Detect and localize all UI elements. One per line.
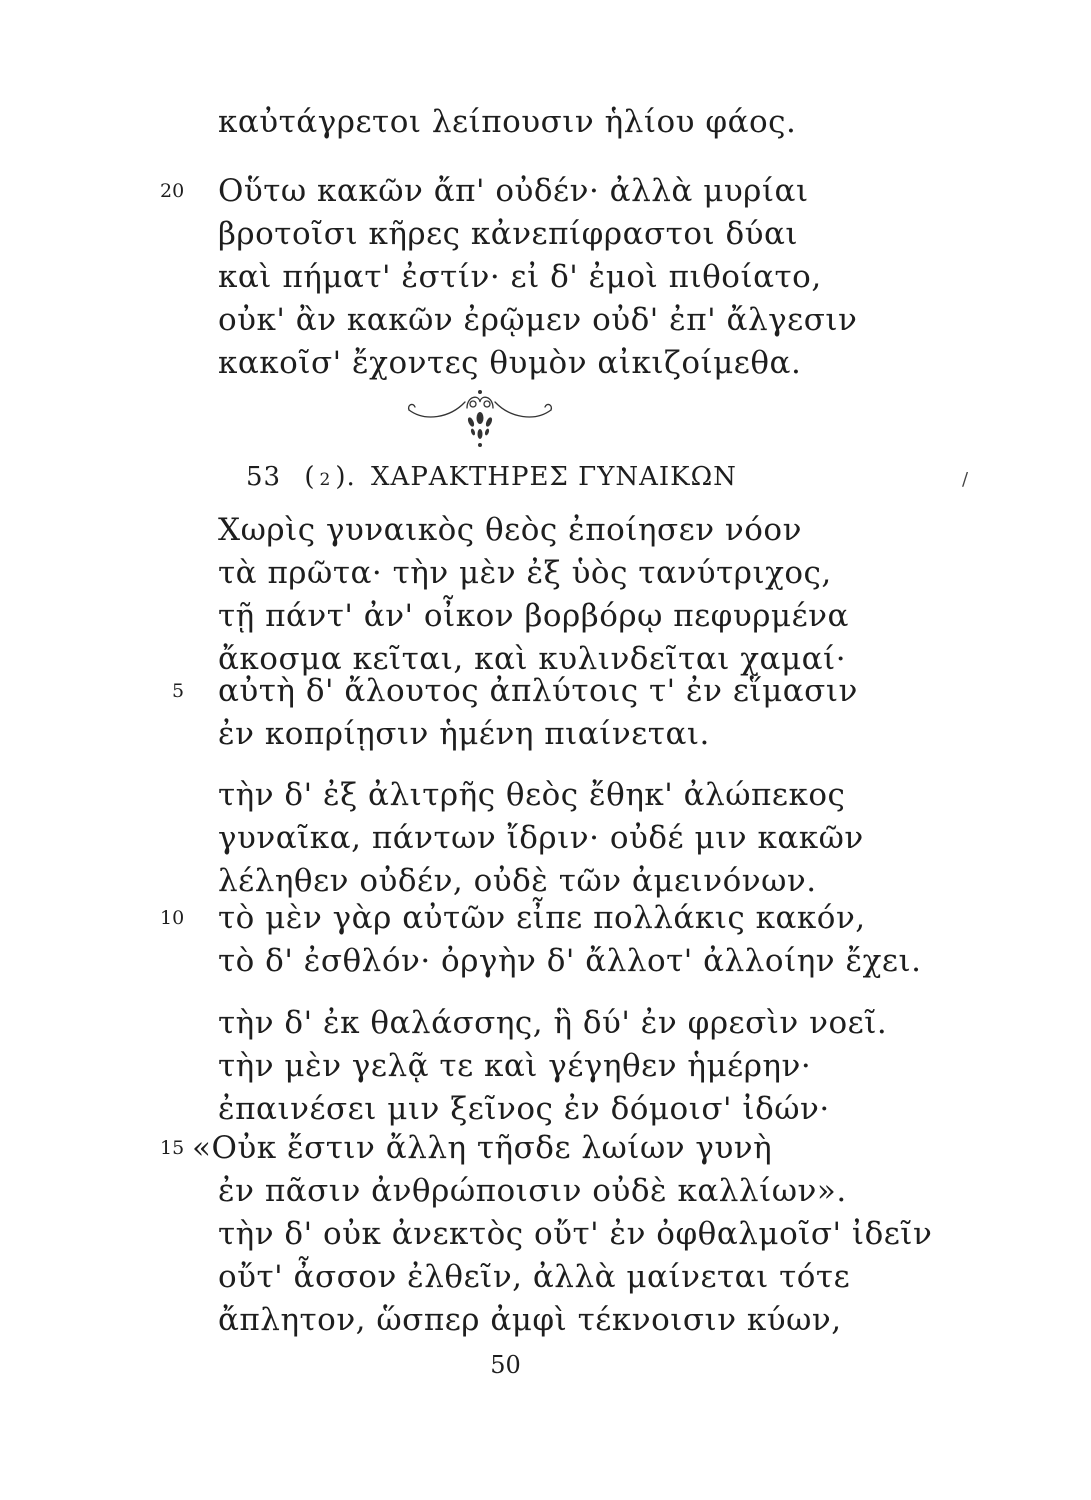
verse-line: τὴν δ' ἐκ θαλάσσης, ἣ δύ' ἐν φρεσὶν νοεῖ. [218, 1005, 888, 1041]
poem-title: ΧΑΡΑΚΤΗΡΕΣ ΓΥΝΑΙΚΩΝ [371, 462, 737, 492]
verse-line: βροτοῖσι κῆρες κἀνεπίφραστοι δύαι [218, 216, 799, 252]
verse-line: οὐκ' ἂν κακῶν ἐρῷμεν οὐδ' ἐπ' ἄλγεσιν [218, 302, 858, 338]
heading-paren-close: ). [335, 462, 356, 492]
verse-line: τὰ πρῶτα· τὴν μὲν ἐξ ὑὸς τανύτριχος, [218, 555, 832, 591]
verse-line: λέληθεν οὐδέν, οὐδὲ τῶν ἀμεινόνων. [218, 863, 817, 899]
page-number: 50 [490, 1351, 521, 1379]
verse-line: αὐτὴ δ' ἄλουτος ἀπλύτοις τ' ἐν εἵμασιν [218, 673, 858, 709]
verse-line: τὴν δ' οὐκ ἀνεκτὸς οὔτ' ἐν ὀφθαλμοῖσ' ἰδεῖν [218, 1216, 933, 1252]
verse-line: γυναῖκα, πάντων ἴδριν· οὐδέ μιν κακῶν [218, 820, 864, 856]
verse-line: ἄπλητον, ὥσπερ ἀμφὶ τέκνοισιν κύων, [218, 1302, 842, 1338]
heading-paren-open: ( [304, 462, 316, 492]
verse-line: ἐν κοπρίῃσιν ἡμένη πιαίνεται. [218, 716, 710, 752]
verse-line: κακοῖσ' ἔχοντες θυμὸν αἰκιζοίμεθα. [218, 345, 802, 381]
verse-line: τὴν μὲν γελᾷ τε καὶ γέγηθεν ἡμέρην· [218, 1048, 812, 1084]
line-number-15: 15 [160, 1137, 185, 1159]
verse-line: Οὕτω κακῶν ἄπ' οὐδέν· ἀλλὰ μυρίαι [218, 173, 809, 209]
fleuron-ornament-icon [405, 388, 555, 454]
verse-line: «Οὐκ ἔστιν ἄλλη τῆσδε λωίων γυνὴ [192, 1130, 773, 1166]
line-number-10: 10 [160, 907, 185, 929]
poem-subnumber: 2 [319, 470, 332, 490]
verse-line: τὸ δ' ἐσθλόν· ὀργὴν δ' ἄλλοτ' ἀλλοίην ἔχει. [218, 943, 922, 979]
line-number-20: 20 [160, 180, 185, 202]
verse-line: τῇ πάντ' ἀν' οἶκον βορβόρῳ πεφυρμένα [218, 598, 849, 634]
verse-line: τὸ μὲν γὰρ αὐτῶν εἶπε πολλάκις κακόν, [218, 900, 866, 936]
poem-heading [246, 460, 737, 497]
verse-line: ἄκοσμα κεῖται, καὶ κυλινδεῖται χαμαί· [218, 641, 847, 677]
verse-line: τὴν δ' ἐξ ἀλιτρῆς θεὸς ἔθηκ' ἀλώπεκος [218, 777, 846, 813]
margin-mark: / [962, 469, 969, 490]
poem-number: 53 [246, 462, 282, 492]
line-number-5: 5 [172, 680, 185, 702]
verse-line: ἐν πᾶσιν ἀνθρώποισιν οὐδὲ καλλίων». [218, 1173, 847, 1209]
verse-line: Χωρὶς γυναικὸς θεὸς ἐποίησεν νόον [218, 512, 802, 548]
verse-line: καὐτάγρετοι λείπουσιν ἡλίου φάος. [218, 104, 797, 140]
verse-line: οὔτ' ἆσσον ἐλθεῖν, ἀλλὰ μαίνεται τότε [218, 1259, 851, 1295]
verse-line: ἐπαινέσει μιν ξεῖνος ἐν δόμοισ' ἰδών· [218, 1091, 830, 1127]
verse-line: καὶ πήματ' ἐστίν· εἰ δ' ἐμοὶ πιθοίατο, [218, 259, 822, 295]
